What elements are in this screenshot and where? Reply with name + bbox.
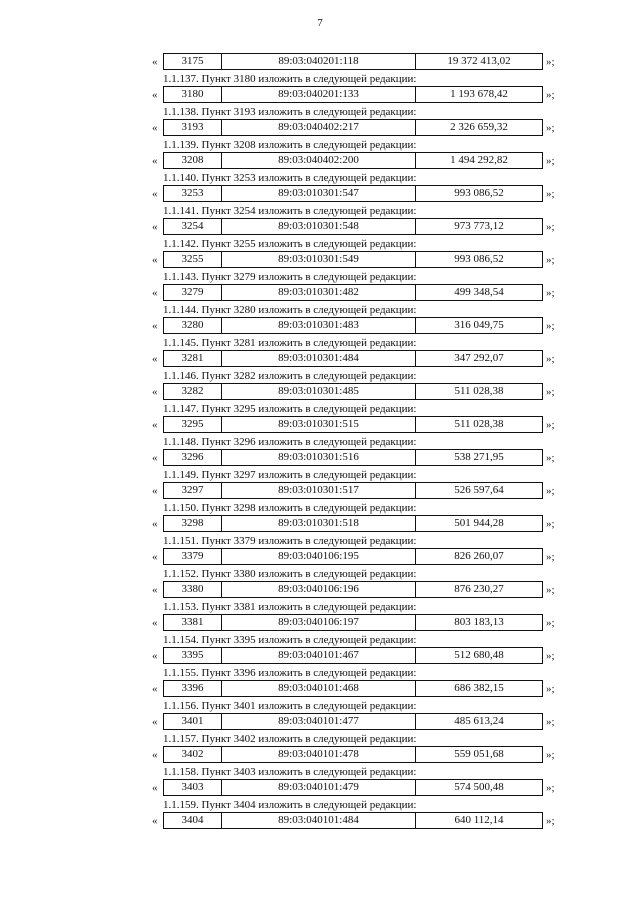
opening-quote: « — [152, 782, 158, 794]
cadastral-number-cell: 89:03:010301:548 — [222, 219, 416, 234]
value-cell: 538 271,95 — [454, 451, 504, 463]
closing-quote: »; — [546, 89, 555, 101]
opening-quote: « — [152, 584, 158, 596]
item-number-cell: 3279 — [164, 285, 222, 300]
table-row — [152, 250, 562, 271]
opening-quote: « — [152, 617, 158, 629]
item-number-cell: 3381 — [164, 615, 222, 630]
closing-quote: »; — [546, 617, 555, 629]
item-number-cell: 3254 — [164, 219, 222, 234]
opening-quote: « — [152, 650, 158, 662]
row-cells — [163, 746, 543, 763]
instruction-line: 1.1.157. Пункт 3402 изложить в следующей редакции: — [163, 733, 417, 745]
value-cell: 803 183,13 — [454, 616, 504, 628]
row-cells — [163, 647, 543, 664]
value-cell: 512 680,48 — [454, 649, 504, 661]
opening-quote: « — [152, 254, 158, 266]
table-row — [152, 613, 562, 634]
value-cell: 993 086,52 — [454, 253, 504, 265]
closing-quote: »; — [546, 155, 555, 167]
opening-quote: « — [152, 518, 158, 530]
item-number-cell: 3297 — [164, 483, 222, 498]
value-cell: 993 086,52 — [454, 187, 504, 199]
closing-quote: »; — [546, 782, 555, 794]
item-number-cell: 3280 — [164, 318, 222, 333]
closing-quote: »; — [546, 518, 555, 530]
item-number-cell: 3395 — [164, 648, 222, 663]
instruction-line: 1.1.152. Пункт 3380 изложить в следующей редакции: — [163, 568, 417, 580]
opening-quote: « — [152, 683, 158, 695]
cadastral-number-cell: 89:03:010301:485 — [222, 384, 416, 399]
closing-quote: »; — [546, 254, 555, 266]
cadastral-number-cell: 89:03:040101:479 — [222, 780, 416, 795]
item-number-cell: 3175 — [164, 54, 222, 69]
item-number-cell: 3282 — [164, 384, 222, 399]
cadastral-number-cell: 89:03:010301:483 — [222, 318, 416, 333]
value-cell: 485 613,24 — [454, 715, 504, 727]
instruction-line: 1.1.141. Пункт 3254 изложить в следующей редакции: — [163, 205, 417, 217]
row-cells — [163, 119, 543, 136]
cadastral-number-cell: 89:03:040101:467 — [222, 648, 416, 663]
instruction-line: 1.1.159. Пункт 3404 изложить в следующей редакции: — [163, 799, 417, 811]
opening-quote: « — [152, 56, 158, 68]
instruction-line: 1.1.151. Пункт 3379 изложить в следующей редакции: — [163, 535, 417, 547]
value-cell: 1 193 678,42 — [450, 88, 508, 100]
table-row — [152, 481, 562, 502]
value-cell: 686 382,15 — [454, 682, 504, 694]
closing-quote: »; — [546, 683, 555, 695]
closing-quote: »; — [546, 584, 555, 596]
closing-quote: »; — [546, 650, 555, 662]
closing-quote: »; — [546, 419, 555, 431]
cadastral-number-cell: 89:03:010301:517 — [222, 483, 416, 498]
table-row — [152, 679, 562, 700]
closing-quote: »; — [546, 716, 555, 728]
opening-quote: « — [152, 353, 158, 365]
opening-quote: « — [152, 551, 158, 563]
row-cells — [163, 713, 543, 730]
item-number-cell: 3404 — [164, 813, 222, 828]
closing-quote: »; — [546, 452, 555, 464]
instruction-line: 1.1.148. Пункт 3296 изложить в следующей редакции: — [163, 436, 417, 448]
item-number-cell: 3379 — [164, 549, 222, 564]
row-cells — [163, 251, 543, 268]
opening-quote: « — [152, 716, 158, 728]
cadastral-number-cell: 89:03:040402:200 — [222, 153, 416, 168]
value-cell: 511 028,38 — [454, 385, 504, 397]
cadastral-number-cell: 89:03:040101:477 — [222, 714, 416, 729]
row-cells — [163, 581, 543, 598]
instruction-line: 1.1.137. Пункт 3180 изложить в следующей редакции: — [163, 73, 417, 85]
instruction-line: 1.1.144. Пункт 3280 изложить в следующей редакции: — [163, 304, 417, 316]
item-number-cell: 3295 — [164, 417, 222, 432]
value-cell: 973 773,12 — [454, 220, 504, 232]
item-number-cell: 3255 — [164, 252, 222, 267]
closing-quote: »; — [546, 122, 555, 134]
value-cell: 574 500,48 — [454, 781, 504, 793]
value-cell: 876 230,27 — [454, 583, 504, 595]
table-row — [152, 118, 562, 139]
cadastral-number-cell: 89:03:040101:478 — [222, 747, 416, 762]
row-cells — [163, 680, 543, 697]
row-cells — [163, 614, 543, 631]
item-number-cell: 3396 — [164, 681, 222, 696]
table-row — [152, 151, 562, 172]
opening-quote: « — [152, 452, 158, 464]
item-number-cell: 3402 — [164, 747, 222, 762]
row-cells — [163, 86, 543, 103]
page-number: 7 — [317, 17, 323, 29]
row-cells — [163, 548, 543, 565]
row-cells — [163, 284, 543, 301]
table-row — [152, 712, 562, 733]
cadastral-number-cell: 89:03:010301:482 — [222, 285, 416, 300]
table-row — [152, 85, 562, 106]
table-row — [152, 448, 562, 469]
table-row — [152, 52, 562, 73]
item-number-cell: 3380 — [164, 582, 222, 597]
cadastral-number-cell: 89:03:010301:547 — [222, 186, 416, 201]
item-number-cell: 3401 — [164, 714, 222, 729]
table-row — [152, 547, 562, 568]
closing-quote: »; — [546, 485, 555, 497]
instruction-line: 1.1.150. Пункт 3298 изложить в следующей редакции: — [163, 502, 417, 514]
opening-quote: « — [152, 419, 158, 431]
opening-quote: « — [152, 89, 158, 101]
table-row — [152, 514, 562, 535]
opening-quote: « — [152, 815, 158, 827]
table-row — [152, 283, 562, 304]
closing-quote: »; — [546, 815, 555, 827]
table-row — [152, 349, 562, 370]
row-cells — [163, 218, 543, 235]
item-number-cell: 3180 — [164, 87, 222, 102]
closing-quote: »; — [546, 287, 555, 299]
table-row — [152, 580, 562, 601]
table-row — [152, 184, 562, 205]
opening-quote: « — [152, 287, 158, 299]
closing-quote: »; — [546, 188, 555, 200]
value-cell: 526 597,64 — [454, 484, 504, 496]
instruction-line: 1.1.147. Пункт 3295 изложить в следующей редакции: — [163, 403, 417, 415]
value-cell: 511 028,38 — [454, 418, 504, 430]
item-number-cell: 3208 — [164, 153, 222, 168]
table-row — [152, 382, 562, 403]
opening-quote: « — [152, 122, 158, 134]
table-row — [152, 811, 562, 832]
value-cell: 640 112,14 — [454, 814, 504, 826]
item-number-cell: 3253 — [164, 186, 222, 201]
opening-quote: « — [152, 221, 158, 233]
cadastral-number-cell: 89:03:010301:515 — [222, 417, 416, 432]
row-cells — [163, 152, 543, 169]
row-cells — [163, 779, 543, 796]
item-number-cell: 3298 — [164, 516, 222, 531]
row-cells — [163, 449, 543, 466]
value-cell: 347 292,07 — [454, 352, 504, 364]
value-cell: 826 260,07 — [454, 550, 504, 562]
row-cells — [163, 383, 543, 400]
item-number-cell: 3281 — [164, 351, 222, 366]
instruction-line: 1.1.149. Пункт 3297 изложить в следующей редакции: — [163, 469, 417, 481]
table-row — [152, 415, 562, 436]
cadastral-number-cell: 89:03:010301:549 — [222, 252, 416, 267]
value-cell: 19 372 413,02 — [447, 55, 511, 67]
row-cells — [163, 317, 543, 334]
table-row — [152, 745, 562, 766]
cadastral-number-cell: 89:03:040106:195 — [222, 549, 416, 564]
closing-quote: »; — [546, 749, 555, 761]
value-cell: 501 944,28 — [454, 517, 504, 529]
cadastral-number-cell: 89:03:040101:484 — [222, 813, 416, 828]
value-cell: 2 326 659,32 — [450, 121, 508, 133]
value-cell: 1 494 292,82 — [450, 154, 508, 166]
cadastral-number-cell: 89:03:040201:118 — [222, 54, 416, 69]
cadastral-number-cell: 89:03:040101:468 — [222, 681, 416, 696]
table-row — [152, 217, 562, 238]
opening-quote: « — [152, 188, 158, 200]
closing-quote: »; — [546, 221, 555, 233]
cadastral-number-cell: 89:03:040106:196 — [222, 582, 416, 597]
row-cells — [163, 482, 543, 499]
table-row — [152, 778, 562, 799]
instruction-line: 1.1.154. Пункт 3395 изложить в следующей редакции: — [163, 634, 417, 646]
opening-quote: « — [152, 485, 158, 497]
row-cells — [163, 185, 543, 202]
cadastral-number-cell: 89:03:010301:518 — [222, 516, 416, 531]
closing-quote: »; — [546, 551, 555, 563]
instruction-line: 1.1.139. Пункт 3208 изложить в следующей редакции: — [163, 139, 417, 151]
opening-quote: « — [152, 386, 158, 398]
instruction-line: 1.1.138. Пункт 3193 изложить в следующей редакции: — [163, 106, 417, 118]
item-number-cell: 3193 — [164, 120, 222, 135]
opening-quote: « — [152, 320, 158, 332]
value-cell: 559 051,68 — [454, 748, 504, 760]
row-cells — [163, 53, 543, 70]
row-cells — [163, 416, 543, 433]
opening-quote: « — [152, 749, 158, 761]
cadastral-number-cell: 89:03:040106:197 — [222, 615, 416, 630]
closing-quote: »; — [546, 56, 555, 68]
item-number-cell: 3296 — [164, 450, 222, 465]
instruction-line: 1.1.143. Пункт 3279 изложить в следующей редакции: — [163, 271, 417, 283]
value-cell: 499 348,54 — [454, 286, 504, 298]
instruction-line: 1.1.153. Пункт 3381 изложить в следующей редакции: — [163, 601, 417, 613]
instruction-line: 1.1.140. Пункт 3253 изложить в следующей редакции: — [163, 172, 417, 184]
instruction-line: 1.1.142. Пункт 3255 изложить в следующей редакции: — [163, 238, 417, 250]
value-cell: 316 049,75 — [454, 319, 504, 331]
cadastral-number-cell: 89:03:040402:217 — [222, 120, 416, 135]
instruction-line: 1.1.155. Пункт 3396 изложить в следующей редакции: — [163, 667, 417, 679]
row-cells — [163, 515, 543, 532]
table-row — [152, 646, 562, 667]
amendment-list — [152, 52, 562, 832]
table-row — [152, 316, 562, 337]
cadastral-number-cell: 89:03:010301:484 — [222, 351, 416, 366]
closing-quote: »; — [546, 386, 555, 398]
closing-quote: »; — [546, 353, 555, 365]
closing-quote: »; — [546, 320, 555, 332]
cadastral-number-cell: 89:03:040201:133 — [222, 87, 416, 102]
instruction-line: 1.1.156. Пункт 3401 изложить в следующей редакции: — [163, 700, 417, 712]
cadastral-number-cell: 89:03:010301:516 — [222, 450, 416, 465]
row-cells — [163, 812, 543, 829]
opening-quote: « — [152, 155, 158, 167]
instruction-line: 1.1.146. Пункт 3282 изложить в следующей редакции: — [163, 370, 417, 382]
item-number-cell: 3403 — [164, 780, 222, 795]
row-cells — [163, 350, 543, 367]
instruction-line: 1.1.158. Пункт 3403 изложить в следующей редакции: — [163, 766, 417, 778]
instruction-line: 1.1.145. Пункт 3281 изложить в следующей редакции: — [163, 337, 417, 349]
